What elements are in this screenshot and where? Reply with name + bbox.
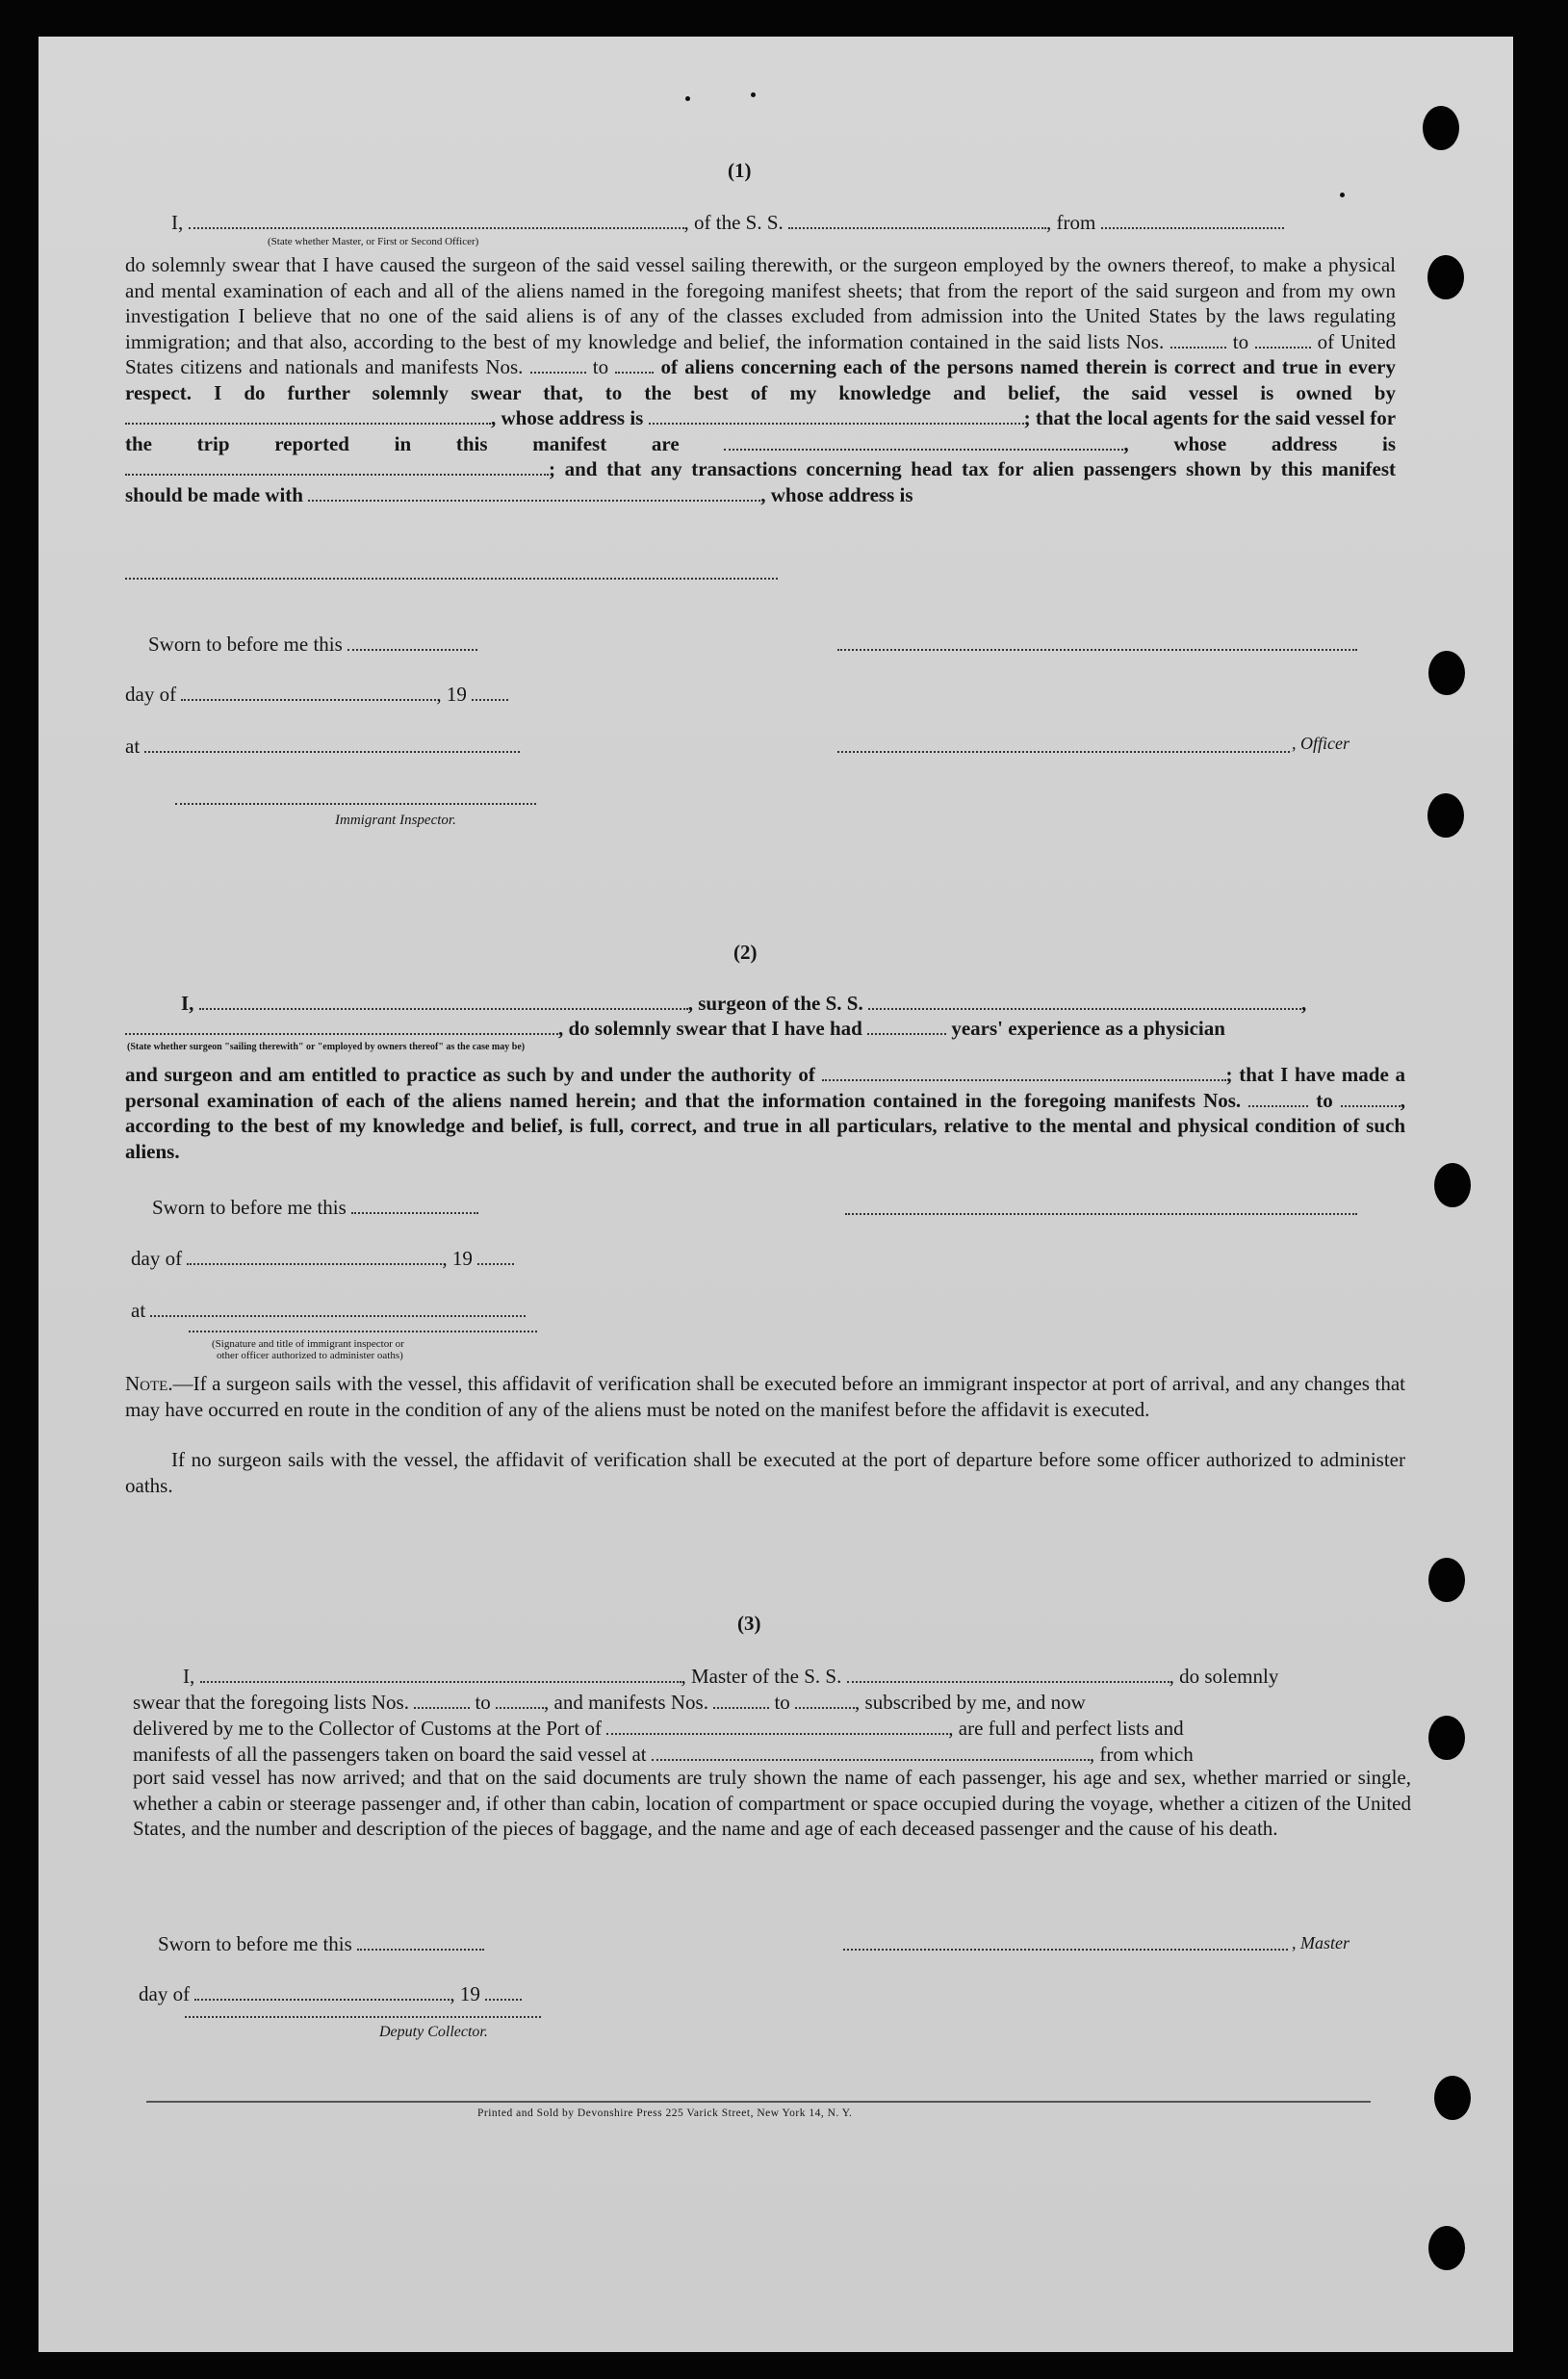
agents-address-field[interactable] (125, 456, 549, 476)
year-label: , 19 (436, 683, 467, 706)
inspector-label: Immigrant Inspector. (335, 813, 456, 828)
day-of-label: day of (131, 1247, 183, 1270)
sworn-label: Sworn to before me this (158, 1932, 352, 1955)
s2-text-2: that I have made a personal examination of each of the aliens named herein; and that the information contained in the foregoing manifests Nos. (125, 1063, 1405, 1112)
section-3-line-2 (133, 1690, 1086, 1715)
sworn-date-field[interactable] (357, 1931, 484, 1951)
head-tax-address-field[interactable] (125, 578, 778, 580)
master-label: , Master (1292, 1933, 1350, 1952)
at-line-1 (125, 734, 520, 759)
day-line-2 (131, 1246, 514, 1271)
inspector-signature-field[interactable] (175, 803, 536, 805)
s3-text-3a: delivered by me to the Collector of Customs at the Port of (133, 1717, 602, 1740)
section-3-heading: (3) (737, 1612, 761, 1635)
punch-hole (1434, 1163, 1471, 1207)
surgeon-name-field[interactable] (199, 991, 688, 1010)
s3-text-2c: , and manifests Nos. (544, 1691, 708, 1714)
collector-label: Deputy Collector. (379, 2024, 488, 2040)
s1-text-1: do solemnly swear that I have caused the surgeon of the said vessel sailing therewith, or the surgeon employed by the owners thereof, to make a physical and mental examination of each and all of the aliens named in the foregoing manifest sheets; that from the report of the said surgeon and from my own investigation I believe that no one of the said aliens is of any of the classes excluded from admission into the United States by the laws regulating immigration; and that also, according to the best of my knowledge and belief, the information contained in the said lists Nos. (125, 253, 1396, 353)
year-field[interactable] (485, 1981, 522, 2001)
s3-text-3b: , are full and perfect lists and (948, 1717, 1184, 1740)
day-field[interactable] (181, 682, 436, 701)
year-field[interactable] (477, 1246, 514, 1265)
section-1-paragraph: do solemnly swear that I have caused the surgeon of the said vessel sailing therewith, or the surgeon employed by the owners thereof, to make a physical and mental examination of each and all of the aliens named in the foregoing manifest sheets; that from the report of the said surgeon and from my own investigation I believe that no one of the said aliens is of any of the classes excluded from admission into the United States by the laws regulating immigration; and that also, according to the best of my knowledge and belief, the information contained in the said lists Nos. to of United States citizens and nationals and manifests Nos. to of aliens concerning each of the persons named therein is correct and true in every respect. I do further solemnly swear that, to the best of my knowledge and belief, the said vessel is owned by , whose address is ; that the local agents for the said vessel for the trip reported in this manifest are , whose address is ; and that any transactions concerning head tax for alien passengers shown by this manifest should be made with , whose address is (125, 253, 1397, 506)
sworn-line-1 (148, 632, 477, 657)
punch-hole (1428, 2226, 1465, 2270)
punch-hole (1428, 651, 1465, 695)
sworn-line-3 (158, 1931, 484, 1956)
day-line-3 (139, 1981, 522, 2006)
s1-whose-address-label: , whose address is (491, 406, 644, 429)
s3-manifests-to-field[interactable] (795, 1690, 855, 1709)
speck (751, 92, 756, 97)
footer-rule (146, 2101, 1371, 2103)
day-line-1 (125, 682, 508, 707)
manifest-affidavit-page (39, 37, 1513, 2352)
s3-text-2a: swear that the foregoing lists Nos. (133, 1691, 409, 1714)
s2-text-1: and surgeon and am entitled to practice as such by and under the authority of (125, 1063, 815, 1086)
officer-title-field[interactable] (837, 751, 1290, 753)
signature-caption-1: (Signature and title of immigrant inspector or (212, 1338, 404, 1350)
year-label: , 19 (442, 1247, 473, 1270)
punch-hole (1423, 106, 1459, 150)
s3-lists-from-field[interactable] (414, 1690, 470, 1709)
agents-field[interactable] (724, 431, 1123, 451)
officer-text: Officer (1300, 734, 1350, 753)
owner-address-field[interactable] (649, 405, 1024, 425)
s1-to-label: to (592, 355, 609, 378)
s1-text-7: , whose address is (760, 482, 913, 506)
day-of-label: day of (139, 1982, 191, 2005)
speck (685, 96, 690, 101)
s3-to-label: to (774, 1691, 790, 1714)
punch-hole (1428, 1716, 1465, 1760)
master-signature-field[interactable] (843, 1949, 1288, 1951)
day-field[interactable] (194, 1981, 450, 2001)
punch-hole (1428, 1558, 1465, 1602)
sworn-label: Sworn to before me this (148, 633, 343, 656)
surgeon-status-field[interactable] (125, 1016, 558, 1035)
sworn-label: Sworn to before me this (152, 1196, 347, 1219)
s2-manifest-from-field[interactable] (1248, 1088, 1308, 1107)
port-field[interactable] (606, 1716, 948, 1735)
surgeon-vessel-field[interactable] (868, 991, 1301, 1010)
day-field[interactable] (187, 1246, 442, 1265)
s2-manifest-to-field[interactable] (1341, 1088, 1401, 1107)
section-3-paragraph (133, 1765, 1411, 1842)
surgeon-caption: (State whether surgeon "sailing therewith" or "employed by owners thereof" as the case may be) (127, 1042, 526, 1052)
s2-text-3: , according to the best of my knowledge and belief, is full, correct, and true in all particulars, relative to the mental and physical condition of such aliens. (125, 1088, 1406, 1163)
s2-years-text: years' experience as a physician (951, 1017, 1225, 1040)
officer-label: , Officer (1292, 734, 1350, 753)
owner-field[interactable] (125, 405, 491, 425)
section-3-line-4 (133, 1742, 1194, 1767)
at-line-2 (131, 1298, 526, 1323)
section-2-heading: (2) (733, 941, 758, 964)
i-label: I, (181, 992, 194, 1015)
authority-field[interactable] (822, 1062, 1226, 1081)
from-field[interactable] (1101, 210, 1284, 229)
signature-caption-2: other officer authorized to administer oaths) (217, 1350, 403, 1361)
s3-lists-to-field[interactable] (496, 1690, 544, 1709)
lists-to-field[interactable] (1255, 329, 1311, 349)
manifests-to-field[interactable] (615, 354, 654, 374)
sworn-date-field[interactable] (347, 632, 477, 651)
note-label: Note. (125, 1372, 173, 1395)
section-2-paragraph: and surgeon and am entitled to practice as such by and under the authority of ; that I have made a personal examination of each of the aliens named herein; and that the information contained in the foregoing manifests Nos. to , according to the best of my knowledge and belief, is full, correct, and true in all particulars, relative to the mental and physical condition of such aliens. (125, 1063, 1406, 1163)
officer-caption: (State whether Master, or First or Second Officer) (268, 236, 479, 247)
years-field[interactable] (867, 1016, 946, 1035)
of-ss-label: , of the S. S. (683, 211, 784, 234)
s3-to-label: to (475, 1691, 491, 1714)
master-of-label: , Master of the S. S. (681, 1665, 842, 1688)
surgeon-signature-field[interactable] (845, 1213, 1357, 1215)
s3-vessel-field[interactable] (847, 1664, 1170, 1683)
at-field[interactable] (150, 1298, 526, 1317)
year-label: , 19 (450, 1982, 480, 2005)
note-paragraph-2 (125, 1447, 1405, 1498)
s1-text-3: of aliens concerning each of the persons named therein is correct and true in every respect. I do further solemnly swear that, to the best of my knowledge and belief, the said vessel is owned by (125, 355, 1397, 404)
s1-text-2: of United States citizens and nationals and manifests Nos. (125, 329, 1397, 378)
at-field[interactable] (144, 734, 520, 753)
s3-text-4b: , from which (1089, 1743, 1194, 1766)
punch-hole (1427, 255, 1464, 299)
surgeon-of-label: , surgeon of the S. S. (687, 992, 863, 1015)
year-field[interactable] (472, 682, 508, 701)
sworn-line-2 (152, 1195, 478, 1220)
s2-swear-text: , do solemnly swear that I have had (558, 1017, 862, 1040)
i-label: I, (183, 1665, 195, 1688)
solemnly-label: , do solemnly (1169, 1665, 1279, 1688)
manifests-from-field[interactable] (530, 354, 586, 374)
s3-text-2e: , subscribed by me, and now (855, 1691, 1086, 1714)
s3-text-rest: port said vessel has now arrived; and that on the said documents are truly shown the name of each passenger, his age and sex, whether married or single, whether a cabin or steerage passenger and, if other than cabin, location of compartment or space occupied during the voyage, whether a citizen of the United States, and the number and description of the pieces of baggage, and the name and age of each deceased passenger and the cause of his death. (133, 1766, 1411, 1840)
punch-hole (1434, 2076, 1471, 2120)
at-label: at (125, 735, 141, 758)
punch-hole (1427, 793, 1464, 838)
collector-signature-field[interactable] (185, 2016, 541, 2018)
section-2-line-2 (125, 1016, 1225, 1041)
s2-to-label: to (1316, 1088, 1333, 1112)
officer-name-field[interactable] (189, 210, 684, 229)
s1-text-4: that the local agents for the said vessel for the trip reported in this manifest are (125, 406, 1397, 455)
s1-to-label: to (1232, 329, 1249, 353)
at-label: at (131, 1299, 146, 1322)
section-2-line-1: I, , surgeon of the S. S. , (181, 992, 1307, 1015)
section-1-line-1 (171, 210, 1396, 235)
s2-inspector-signature-field[interactable] (189, 1331, 537, 1332)
note-paragraph (125, 1371, 1405, 1422)
officer-signature-field[interactable] (837, 649, 1357, 651)
section-3-line-1 (183, 1664, 1278, 1689)
note-text-2: If no surgeon sails with the vessel, the affidavit of verification shall be executed at the port of departure before some officer authorized to administer oaths. (125, 1448, 1405, 1497)
master-text: Master (1300, 1933, 1350, 1952)
section-1-heading: (1) (728, 159, 752, 182)
master-name-field[interactable] (200, 1664, 681, 1683)
from-label: , from (1046, 211, 1096, 234)
speck (1340, 193, 1345, 197)
sworn-date-field[interactable] (351, 1195, 478, 1214)
printer-footer: Printed and Sold by Devonshire Press 225 Varick Street, New York 14, N. Y. (477, 2107, 853, 2119)
s1-text-6: ; and that any transactions concerning head tax for alien passengers shown by this manifest should be made with (125, 457, 1396, 506)
s1-text-5: whose address is (1173, 431, 1397, 455)
s3-manifests-from-field[interactable] (713, 1690, 769, 1709)
vessel-name-field[interactable] (788, 210, 1046, 229)
section-3-line-3 (133, 1716, 1184, 1741)
day-of-label: day of (125, 683, 177, 706)
i-label: I, (171, 211, 184, 234)
s3-text-4a: manifests of all the passengers taken on board the said vessel at (133, 1743, 647, 1766)
lists-from-field[interactable] (1170, 329, 1226, 349)
note-text: —If a surgeon sails with the vessel, this affidavit of verification shall be executed before an immigrant inspector at port of arrival, and any changes that may have occurred en route in the condition of any of the aliens must be noted on the manifest before the affidavit is executed. (125, 1372, 1405, 1421)
head-tax-field[interactable] (308, 482, 760, 502)
embark-port-field[interactable] (652, 1742, 1090, 1761)
